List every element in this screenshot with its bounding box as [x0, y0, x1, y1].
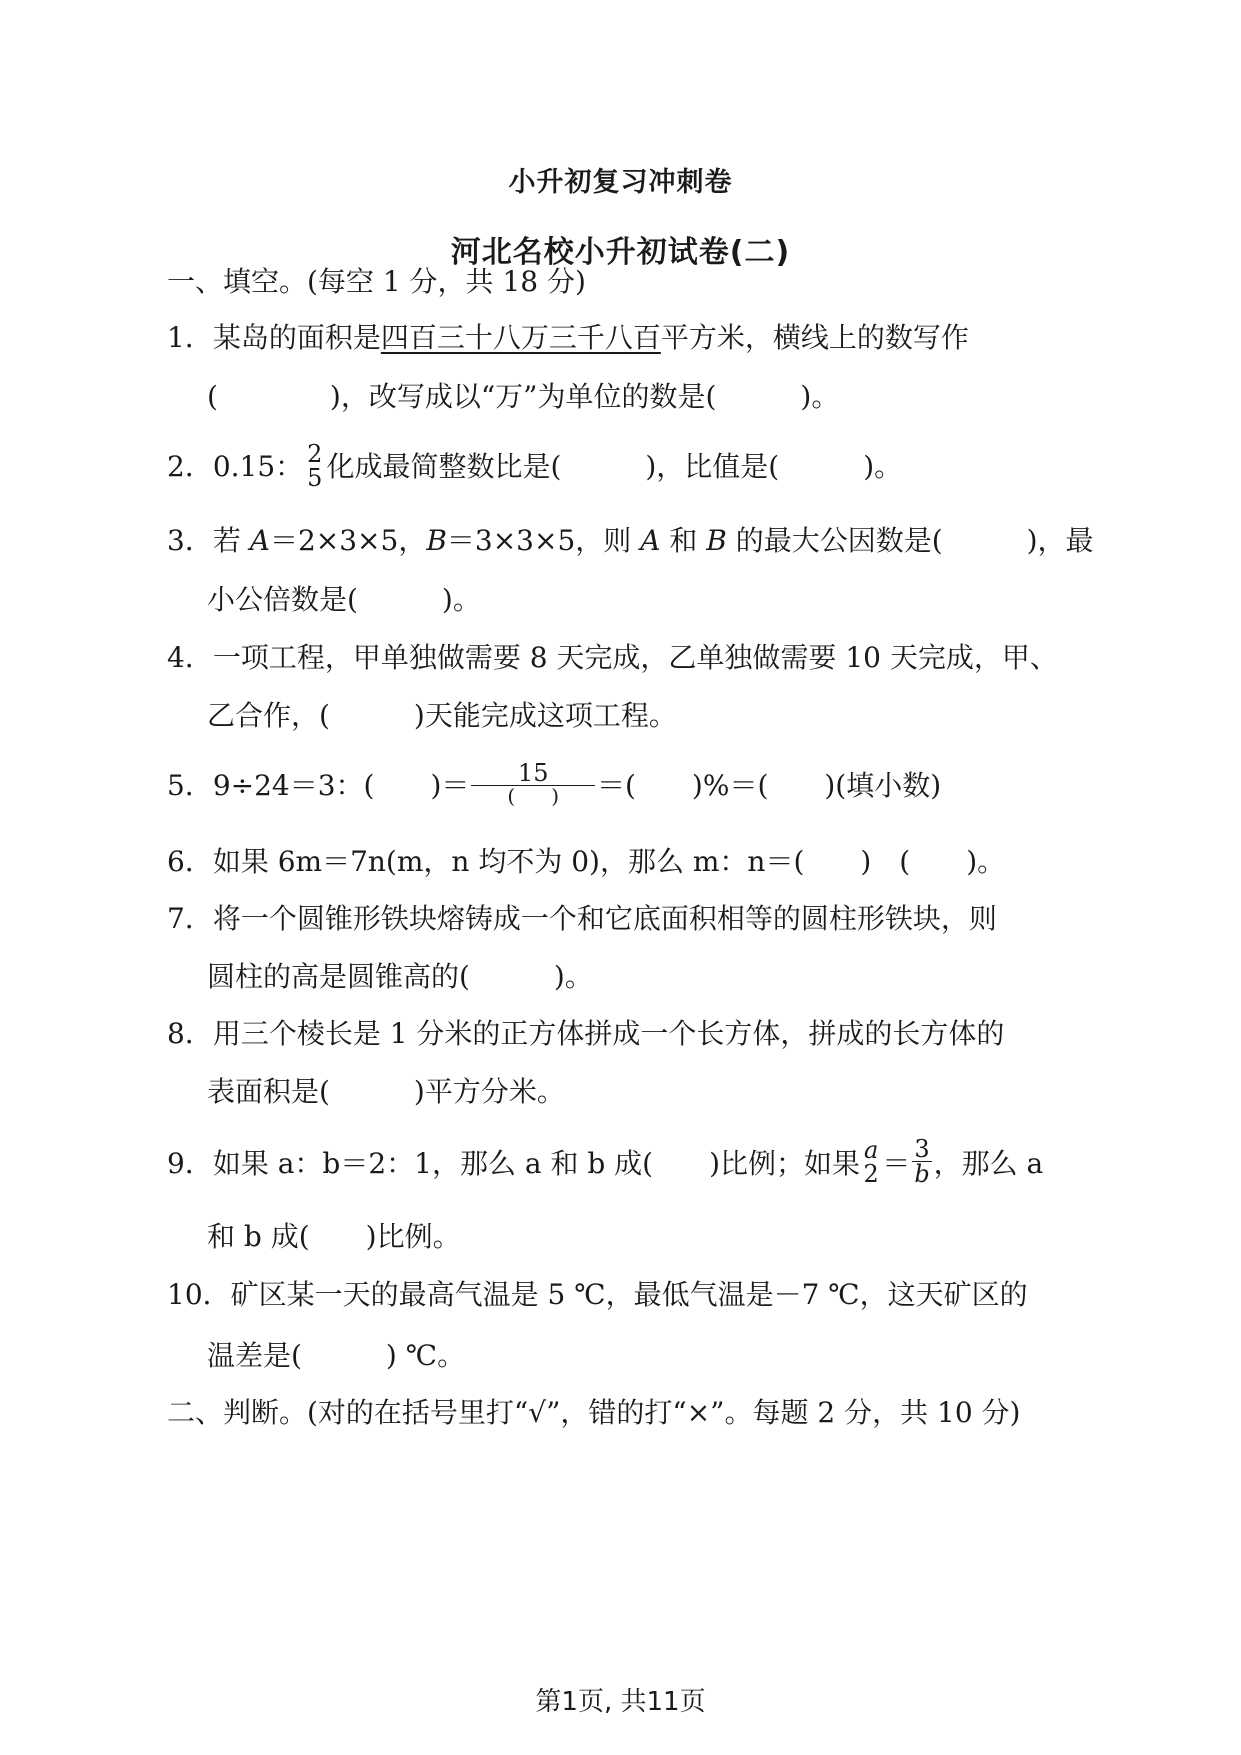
q2-prefix: 2．0.15：	[167, 450, 304, 483]
q5-suffix: ＝( )%＝( )(填小数)	[597, 769, 942, 802]
question-5	[167, 759, 942, 808]
q9-prefix: 9．如果 a：b＝2：1，那么 a 和 b 成( )比例；如果	[167, 1147, 861, 1180]
exam-title: 河北名校小升初试卷(二)	[450, 235, 791, 270]
q9-f2-numerator: 3	[914, 1135, 930, 1163]
q5-fraction-numerator: 15	[471, 761, 595, 786]
q3-var-a: A	[249, 524, 270, 557]
question-1-line1	[167, 318, 969, 358]
q3-text-d: 和	[660, 524, 707, 557]
q3-text-a: 3．若	[167, 524, 250, 557]
q3-var-b2: B	[706, 524, 727, 557]
q9-fraction-3-over-b	[912, 1137, 931, 1186]
q5-fraction-denominator: ()	[507, 784, 595, 808]
q9-fraction-a-over-2	[862, 1135, 880, 1188]
q2-suffix: 化成最简整数比是( )，比值是( )。	[326, 450, 903, 483]
page-number: 第1页, 共11页	[535, 1687, 706, 1717]
q1-prefix: 1．某岛的面积是	[167, 321, 381, 354]
question-7-line1: 7．将一个圆锥形铁块熔铸成一个和它底面积相等的圆柱形铁块，则	[167, 902, 997, 935]
question-9-line2: 和 b 成( )比例。	[207, 1220, 461, 1253]
question-10-line2: 温差是( ) ℃。	[207, 1339, 466, 1372]
question-3-line1	[167, 521, 1094, 561]
q9-equals: ＝	[882, 1147, 911, 1180]
q9-suffix: ，那么 a	[933, 1147, 1044, 1180]
q3-text-b: ＝2×3×5，	[269, 524, 427, 557]
question-1-line2: ( )，改写成以“万”为单位的数是( )。	[207, 380, 840, 413]
q1-underlined-number: 四百三十八万三千八百	[380, 321, 661, 354]
question-8-line2: 表面积是( )平方分米。	[207, 1075, 565, 1108]
question-4-line1: 4．一项工程，甲单独做需要 8 天完成，乙单独做需要 10 天完成，甲、	[167, 641, 1058, 674]
question-4-line2: 乙合作，( )天能完成这项工程。	[207, 699, 677, 732]
q9-f2-denominator: b	[914, 1160, 930, 1188]
question-3-line2: 小公倍数是( )。	[207, 583, 481, 616]
q3-text-e: 的最大公因数是( )，最	[726, 524, 1094, 557]
question-10-line1: 10．矿区某一天的最高气温是 5 ℃，最低气温是－7 ℃，这天矿区的	[167, 1278, 1028, 1311]
question-8-line1: 8．用三个棱长是 1 分米的正方体拼成一个长方体，拼成的长方体的	[167, 1017, 1005, 1050]
q5-fraction	[471, 761, 595, 806]
q5-prefix: 5．9÷24＝3：( )＝	[167, 769, 470, 802]
section1-heading: 一、填空。(每空 1 分，共 18 分)	[167, 265, 586, 298]
question-9-line1	[167, 1135, 1044, 1188]
q3-text-c: ＝3×3×5，则	[446, 524, 641, 557]
question-2	[167, 439, 903, 492]
q3-var-a2: A	[640, 524, 661, 557]
q1-suffix: 平方米，横线上的数写作	[660, 321, 969, 354]
question-6: 6．如果 6m＝7n(m，n 均不为 0)，那么 m：n＝( ) ( )。	[167, 845, 1006, 878]
q2-fraction-numerator: 2	[307, 439, 323, 468]
q9-f1-numerator: a	[864, 1135, 879, 1164]
question-7-line2: 圆柱的高是圆锥高的( )。	[207, 960, 593, 993]
section2-heading: 二、判断。(对的在括号里打“√”，错的打“×”。每题 2 分，共 10 分)	[167, 1396, 1021, 1429]
q9-f1-denominator: 2	[863, 1159, 879, 1188]
series-title: 小升初复习冲刺卷	[508, 167, 733, 198]
q3-var-b: B	[426, 524, 447, 557]
q2-fraction	[305, 439, 324, 492]
q2-fraction-denominator: 5	[307, 463, 323, 492]
